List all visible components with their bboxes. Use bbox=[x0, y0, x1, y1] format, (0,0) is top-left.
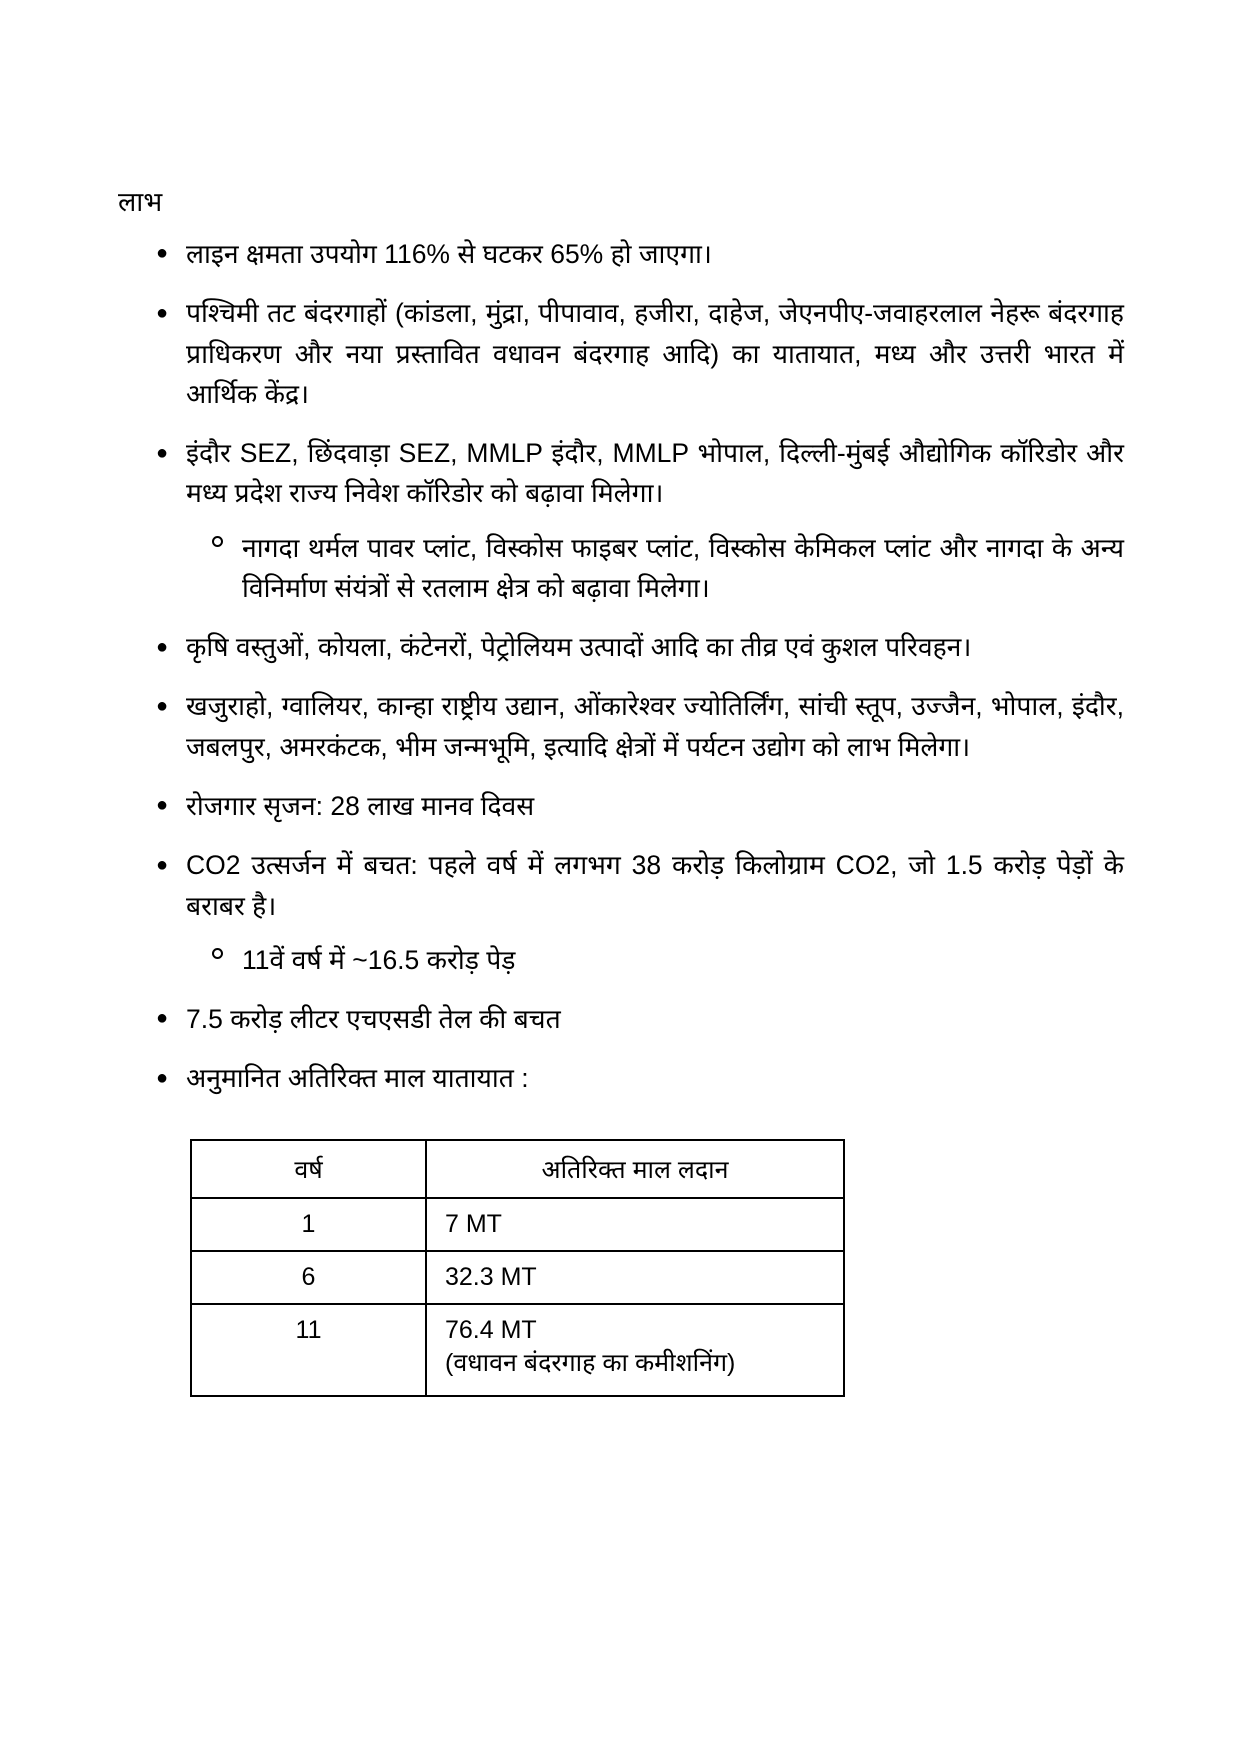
bullet-icon: ● bbox=[156, 441, 169, 464]
list-item-text: पश्चिमी तट बंदरगाहों (कांडला, मुंद्रा, पीपावाव, हजीरा, दाहेज, जेएनपीए-जवाहरलाल नेहरू बंदरगाह प्राधिकरण और नया प्रस्तावित वधावन बंदरगाह आदि) का यातायात, मध्य और उत्तरी भारत में आर्थिक केंद्र। bbox=[186, 298, 1124, 409]
cell-freight-note: (वधावन बंदरगाह का कमीशनिंग) bbox=[445, 1348, 736, 1377]
sub-list-item bbox=[186, 528, 1124, 609]
column-header-freight: अतिरिक्त माल लदान bbox=[426, 1140, 844, 1198]
bullet-icon: ● bbox=[156, 635, 169, 658]
cell-freight: 7 MT bbox=[426, 1198, 844, 1251]
bullet-icon: ● bbox=[156, 301, 169, 324]
sub-list-item-text: नागदा थर्मल पावर प्लांट, विस्कोस फाइबर प्लांट, विस्कोस केमिकल प्लांट और नागदा के अन्य विनिर्माण संयंत्रों से रतलाम क्षेत्र को बढ़ावा मिलेगा। bbox=[242, 532, 1124, 603]
bullet-icon: ● bbox=[156, 1066, 169, 1089]
list-item-text: अनुमानित अतिरिक्त माल यातायात : bbox=[186, 1063, 529, 1094]
list-item-text: रोजगार सृजन: 28 लाख मानव दिवस bbox=[186, 791, 535, 822]
cell-freight bbox=[426, 1304, 844, 1396]
circle-bullet-icon bbox=[212, 948, 223, 959]
sub-list bbox=[186, 940, 1124, 980]
list-item-text: 7.5 करोड़ लीटर एचएसडी तेल की बचत bbox=[186, 1004, 561, 1035]
bullet-icon: ● bbox=[156, 794, 169, 817]
bullet-icon: ● bbox=[156, 1007, 169, 1030]
sub-list bbox=[186, 528, 1124, 609]
benefits-list bbox=[118, 234, 1124, 1099]
table-row bbox=[191, 1304, 844, 1396]
cell-year: 6 bbox=[191, 1251, 426, 1304]
list-item bbox=[118, 686, 1124, 767]
sub-list-item-text: 11वें वर्ष में ~16.5 करोड़ पेड़ bbox=[242, 944, 516, 975]
list-item bbox=[118, 293, 1124, 414]
bullet-icon: ● bbox=[156, 694, 169, 717]
cell-year: 11 bbox=[191, 1304, 426, 1396]
list-item bbox=[118, 845, 1124, 980]
circle-bullet-icon bbox=[212, 536, 223, 547]
column-header-year: वर्ष bbox=[191, 1140, 426, 1198]
sub-list-item bbox=[186, 940, 1124, 980]
list-item-text: खजुराहो, ग्वालियर, कान्हा राष्ट्रीय उद्यान, ओंकारेश्वर ज्योतिर्लिंग, सांची स्तूप, उज्जैन, भोपाल, इंदौर, जबलपुर, अमरकंटक, भीम जन्मभूमि, इत्यादि क्षेत्रों में पर्यटन उद्योग को लाभ मिलेगा। bbox=[186, 691, 1124, 762]
list-item bbox=[118, 999, 1124, 1039]
cell-year: 1 bbox=[191, 1198, 426, 1251]
table-header-row bbox=[191, 1140, 844, 1198]
page-title: लाभ bbox=[118, 187, 163, 217]
bullet-icon: ● bbox=[156, 242, 169, 265]
cell-freight: 32.3 MT bbox=[426, 1251, 844, 1304]
bullet-icon: ● bbox=[156, 853, 169, 876]
list-item bbox=[118, 234, 1124, 274]
list-item bbox=[118, 433, 1124, 608]
list-item-text: लाइन क्षमता उपयोग 116% से घटकर 65% हो जाएगा। bbox=[186, 239, 712, 270]
list-item bbox=[118, 1058, 1124, 1098]
list-item-text: इंदौर SEZ, छिंदवाड़ा SEZ, MMLP इंदौर, MMLP भोपाल, दिल्ली-मुंबई औद्योगिक कॉरिडोर और मध्य प्रदेश राज्य निवेश कॉरिडोर को बढ़ावा मिलेगा। bbox=[186, 438, 1124, 509]
cell-freight-value: 76.4 MT bbox=[445, 1315, 537, 1344]
table-row bbox=[191, 1198, 844, 1251]
list-item-text: कृषि वस्तुओं, कोयला, कंटेनरों, पेट्रोलियम उत्पादों आदि का तीव्र एवं कुशल परिवहन। bbox=[186, 632, 972, 663]
freight-table bbox=[190, 1139, 845, 1397]
list-item-text: CO2 उत्सर्जन में बचत: पहले वर्ष में लगभग 38 करोड़ किलोग्राम CO2, जो 1.5 करोड़ पेड़ों के बराबर है। bbox=[186, 850, 1124, 921]
list-item bbox=[118, 786, 1124, 826]
list-item bbox=[118, 627, 1124, 667]
table-row bbox=[191, 1251, 844, 1304]
